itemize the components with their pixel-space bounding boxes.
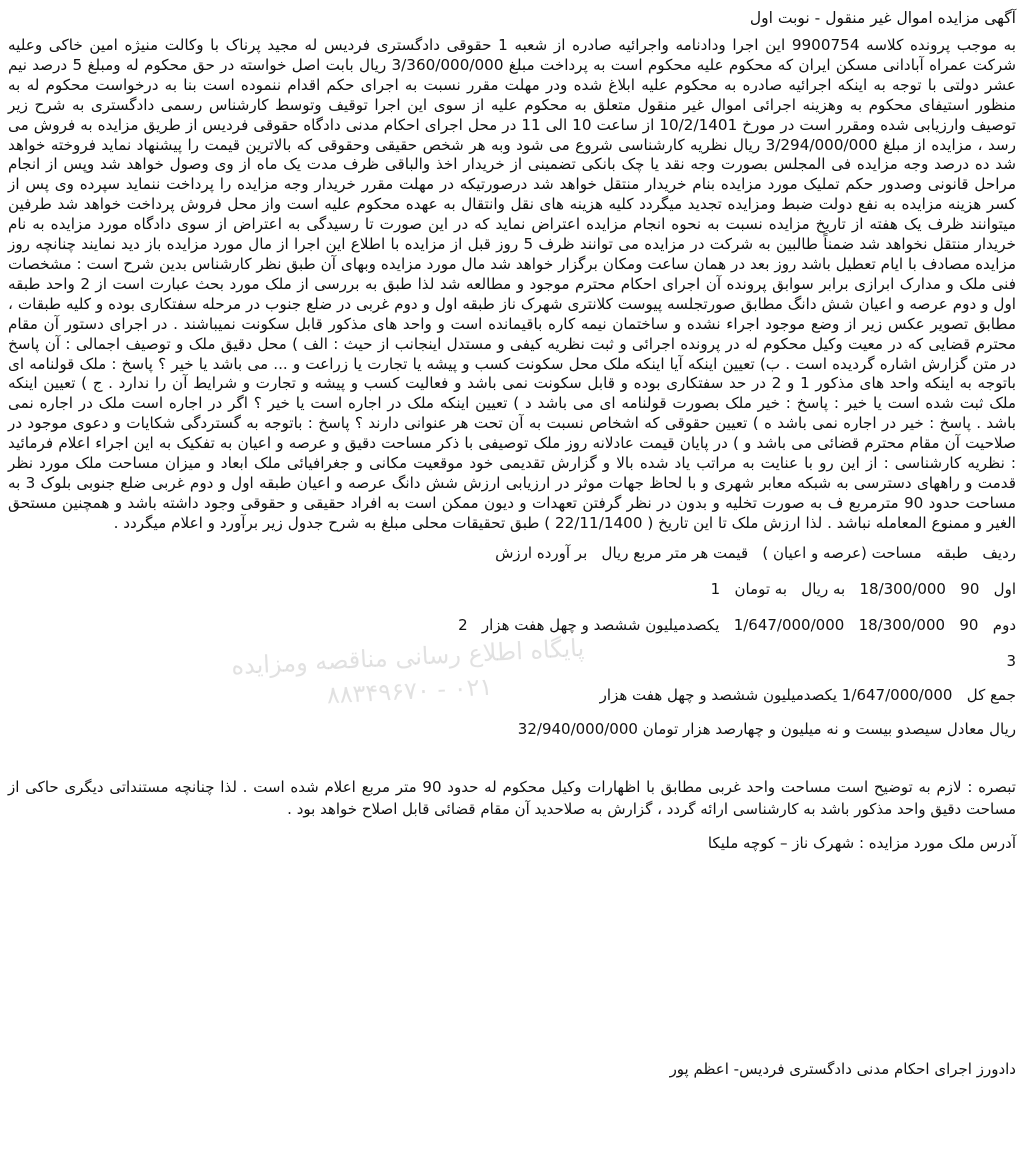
property-address: آدرس ملک مورد مزایده : شهرک ناز – کوچه ملیکا (707, 833, 1016, 852)
watermark-text: پایگاه اطلاع رسانی مناقصه ومزایده (230, 633, 585, 681)
valuation-table-row: دوم 90 18/300/000 1/647/000/000 یکصدمیلیون ششصد و چهل هفت هزار 2 (458, 615, 1016, 634)
watermark-phone: ۰۲۱ - ۸۸۳۴۹۶۷۰ (326, 672, 494, 710)
signature-line: دادورز اجرای احکام مدنی دادگستری فردیس- اعظم پور (669, 1060, 1016, 1078)
valuation-table-row: اول 90 18/300/000 به ریال به تومان 1 (710, 579, 1016, 598)
total-sum-line: جمع کل 1/647/000/000 یکصدمیلیون ششصد و چهل هفت هزار (599, 685, 1016, 704)
equivalent-amount-line: ریال معادل سیصدو بیست و نه میلیون و چهارصد هزار تومان 32/940/000/000 (517, 719, 1016, 738)
valuation-table-row: 3 (1006, 651, 1016, 670)
notice-body: به موجب پرونده کلاسه 9900754 این اجرا ودادنامه واجرائیه صادره از شعبه 1 حقوقی دادگستری فردیس له مجید پرناک با وکالت منیژه امین خاکی وعلیه شرکت عمراه آبادانی مسکن ایران که محکوم علیه محکوم است به پرداخت مبلغ 3/360/000/000 ریال بابت اصل خواسته در حق محکوم له ومبلغ 5 درصد نیم عشر دولتی با توجه به اینکه اجرائیه صادره به محکوم علیه ابلاغ شده ودر مهلت مقرر نسبت به اجرای حکم اقدام ننموده است بنا به درخواست محکوم له به منظور استیفای محکوم به وهزینه اجرائی اموال غیر منقول متعلق به محکوم علیه از سوی این اجرا توقیف وتوسط کارشناس رسمی دادگستری به شرح زیر توصیف وارزیابی شده ومقرر است در مورخ 10/2/1401 از ساعت 10 الی 11 در محل اجرای احکام مدنی دادگاه حقوقی فردیس از طریق مزایده به فروش می رسد ، مزایده از مبلغ 3/294/000/000 ریال نظریه کارشناسی شروع می شود وبه هر شخص حقیقی وحقوقی که بالاترین قیمت را پیشنهاد نماید فروخته خواهد شد ده درصد وجه مزایده فی المجلس بصورت وجه نقد یا چک بانکی تضمینی از خریدار اخذ والباقی ظرف مدت یک ماه از وی وصول خواهد شد وپس از انجام مراحل قانونی وصدور حکم تملیک مورد مزایده بنام خریدار منتقل خواهد شد درصورتیکه در مهلت مقرر خریدار وجه مزایده را پرداخت ننماید سپرده وی پس از کسر هزینه مزایده به نفع دولت ضبط ومزایده تجدید میگردد کلیه هزینه های نقل وانتقال به عهده محکوم علیه است واز محل فروش پرداخت خواهد شد طرفین میتوانند ظرف یک هفته از تاریخ مزایده نسبت به نحوه انجام مزایده اعتراض نماید که در این صورت تا رسیدگی به اعتراض از سوی دادگاه مورد مزایده به نام خریدار منتقل نخواهد شد ضمناً طالبین به شرکت در مزایده می توانند ظرف 5 روز قبل از مزایده با اطلاع این اجرا از مال مورد مزایده باز دید نمایند چنانچه روز مزایده مصادف با ایام تعطیل باشد روز بعد در همان ساعت ومکان برگزار خواهد شد مال مورد مزایده وبهای آن طبق نظر کارشناس بدین شرح است : مشخصات فنی ملک و مدارک ابرازی برابر سوابق پرونده آن اجرای احکام محترم موجود و مطالعه شد لذا طبق به بررسی از ملک مورد بحث عبارت است از 2 واحد طبقه اول و دوم عرصه و اعیان شش دانگ مطابق صورتجلسه پیوست کلانتری شهرک ناز طبقه اول و دوم غربی در ضلع جنوب در مرحله سفتکاری بوده و کلیه طبقات ، مطابق تصویر عکس زیر از وضع موجود اجراء نشده و ساختمان نیمه کاره باقیمانده است و واحد های مذکور قابل سکونت نمیباشند . در اجرای دستور آن مقام محترم قضایی که در معیت وکیل محکوم له در پرونده اجرائی و ثبت نظریه کیفی و مستدل اینجانب از حیث : الف ) محل دقیق ملک و توصیف اجمالی : آن پاسخ در متن گزارش اشاره گردیده است . ب) تعیین اینکه آیا اینکه ملک محل سکونت کسب و پیشه یا تجارت یا زراعت و ... می باشد یا خیر ؟ پاسخ : ملک قولنامه ای باتوجه به اینکه واحد های مذکور 1 و 2 در حد سفتکاری بوده و قابل سکونت نمی باشد و فعالیت کسب و پیشه و تجارت و شرایط آن را ندارد . ج ) تعیین اینکه ملک ثبت شده است یا خیر : پاسخ : خیر ملک بصورت قولنامه ای می باشد د ) تعیین اینکه ملک در اجاره است یا خیر ؟ اگر در اجاره است ملک در اجاره نمی باشد . پاسخ : خیر در اجاره نمی باشد ه ) تعیین حقوقی که اشخاص نسبت به آن تحت هر عنوانی دارند ؟ پاسخ : باتوجه به گستردگی شکایات و دعوی موجود در صلاحیت آن مقام محترم قضائی می باشد و ) در پایان قیمت عادلانه روز ملک توصیفی با ذکر مساحت دقیق و عرصه و اعیان به تفکیک به این اجراء اعلام فرمائید : نظریه کارشناسی : از این رو با عنایت به مراتب یاد شده بالا و گزارش تقدیمی خود موقعیت مکانی و جغرافیائی ملک ابعاد و میزان مساحت ملک مورد نظر قدمت و راههای دسترسی به شبکه معابر شهری و با لحاظ جهات موثر در ارزیابی ارزش شش دانگ عرصه و اعیان طبقه اول و دوم غربی ضلع جنوبی بلوک 3 به مساحت حدود 90 مترمربع ف به صورت تخلیه و بدون در نظر گرفتن تعهدات و دیون ممکن است به افراد حقیقی و حقوقی وجود داشته باشد و همچنین مستحق الغیر و ممنوع المعامله نباشد . لذا ارزش ملک تا این تاریخ ( 22/11/1400 ) طبق تحقیقات محلی مبلغ به شرح جدول زیر برآورد و اعلام میگردد . (8, 36, 1017, 532)
note-paragraph: تبصره : لازم به توضیح است مساحت واحد غربی مطابق با اظهارات وکیل محکوم له حدود 90 متر مربع اعلام شده است . لذا چنانچه مستنداتی دیگری حاکی از مساحت دقیق واحد مذکور باشد به کارشناسی ارائه گردد ، گزارش به صلاحدید آن مقام قضائی قابل اصلاح خواهد بود . (8, 777, 1016, 818)
notice-title: آگهی مزایده اموال غیر منقول - نوبت اول (749, 9, 1016, 27)
valuation-table-header: ردیف طبقه مساحت (عرصه و اعیان ) قیمت هر متر مربع ریال بر آورده ارزش (495, 543, 1016, 562)
